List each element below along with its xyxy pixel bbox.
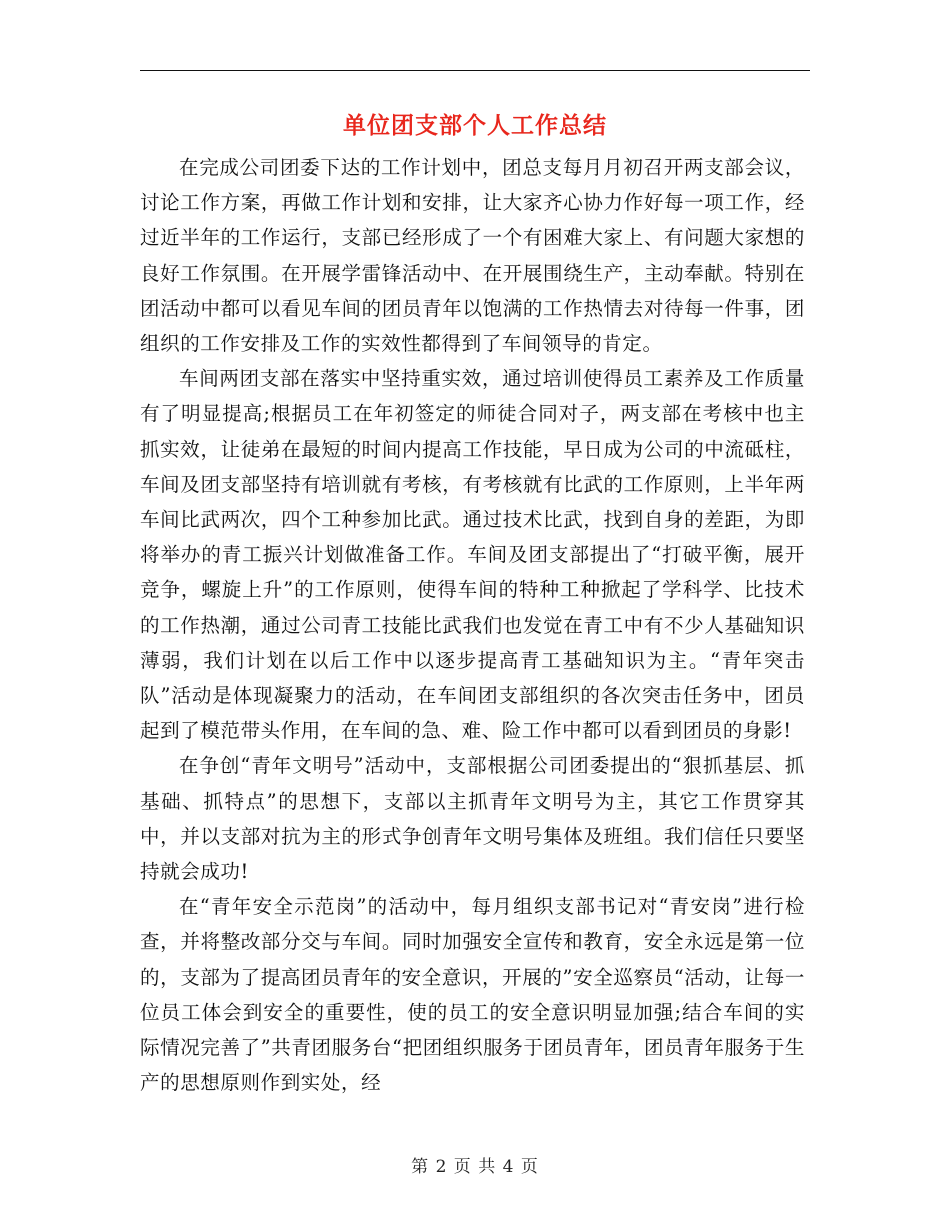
paragraph-1: 在完成公司团委下达的工作计划中，团总支每月月初召开两支部会议，讨论工作方案，再做工作计划和安排，让大家齐心协力作好每一项工作，经过近半年的工作运行，支部已经形成了一个有困难大家上、有问题大家想的良好工作氛围。在开展学雷锋活动中、在开展围绕生产，主动奉献。特别在团活动中都可以看见车间的团员青年以饱满的工作热情去对待每一件事，团组织的工作安排及工作的实效性都得到了车间领导的肯定。 xyxy=(140,156,805,356)
document-title: 单位团支部个人工作总结 xyxy=(343,112,607,139)
page-footer xyxy=(0,1152,950,1177)
paragraph-3: 在争创“青年文明号”活动中，支部根据公司团委提出的“狠抓基层、抓基础、抓特点”的思想下，支部以主抓青年文明号为主，其它工作贯穿其中，并以支部对抗为主的形式争创青年文明号集体及班组。我们信任只要坚持就会成功! xyxy=(140,754,805,884)
page-label-prefix: 第 xyxy=(411,1157,430,1177)
paragraph-2: 车间两团支部在落实中坚持重实效，通过培训使得员工素养及工作质量有了明显提高;根据员工在年初签定的师徒合同对子，两支部在考核中也主抓实效，让徒弟在最短的时间内提高工作技能，早日成为公司的中流砥柱，车间及团支部坚持有培训就有考核，有考核就有比武的工作原则，上半年两车间比武两次，四个工种参加比武。通过技术比武，找到自身的差距，为即将举办的青工振兴计划做准备工作。车间及团支部提出了“打破平衡，展开竞争，螺旋上升”的工作原则，使得车间的特种工种掀起了学科学、比技术的工作热潮，通过公司青工技能比武我们也发觉在青工中有不少人基础知识薄弱，我们计划在以后工作中以逐步提高青工基础知识为主。“青年突击队”活动是体现凝聚力的活动，在车间团支部组织的各次突击任务中，团员起到了模范带头作用，在车间的急、难、险工作中都可以看到团员的身影! xyxy=(140,367,805,743)
paragraph-4: 在“青年安全示范岗”的活动中，每月组织支部书记对“青安岗”进行检查，并将整改部分交与车间。同时加强安全宣传和教育，安全永远是第一位的，支部为了提高团员青年的安全意识，开展的”安全巡察员“活动，让每一位员工体会到安全的重要性，使的员工的安全意识明显加强;结合车间的实际情况完善了”共青团服务台“把团组织服务于团员青年，团员青年服务于生产的思想原则作到实处，经 xyxy=(140,895,805,1095)
current-page-number: 2 xyxy=(435,1157,448,1177)
header-rule xyxy=(140,70,810,71)
total-pages-number: 4 xyxy=(502,1157,515,1177)
document-body xyxy=(140,150,805,1100)
page-label-mid: 页 共 xyxy=(453,1157,497,1177)
page-label-suffix: 页 xyxy=(520,1157,539,1177)
